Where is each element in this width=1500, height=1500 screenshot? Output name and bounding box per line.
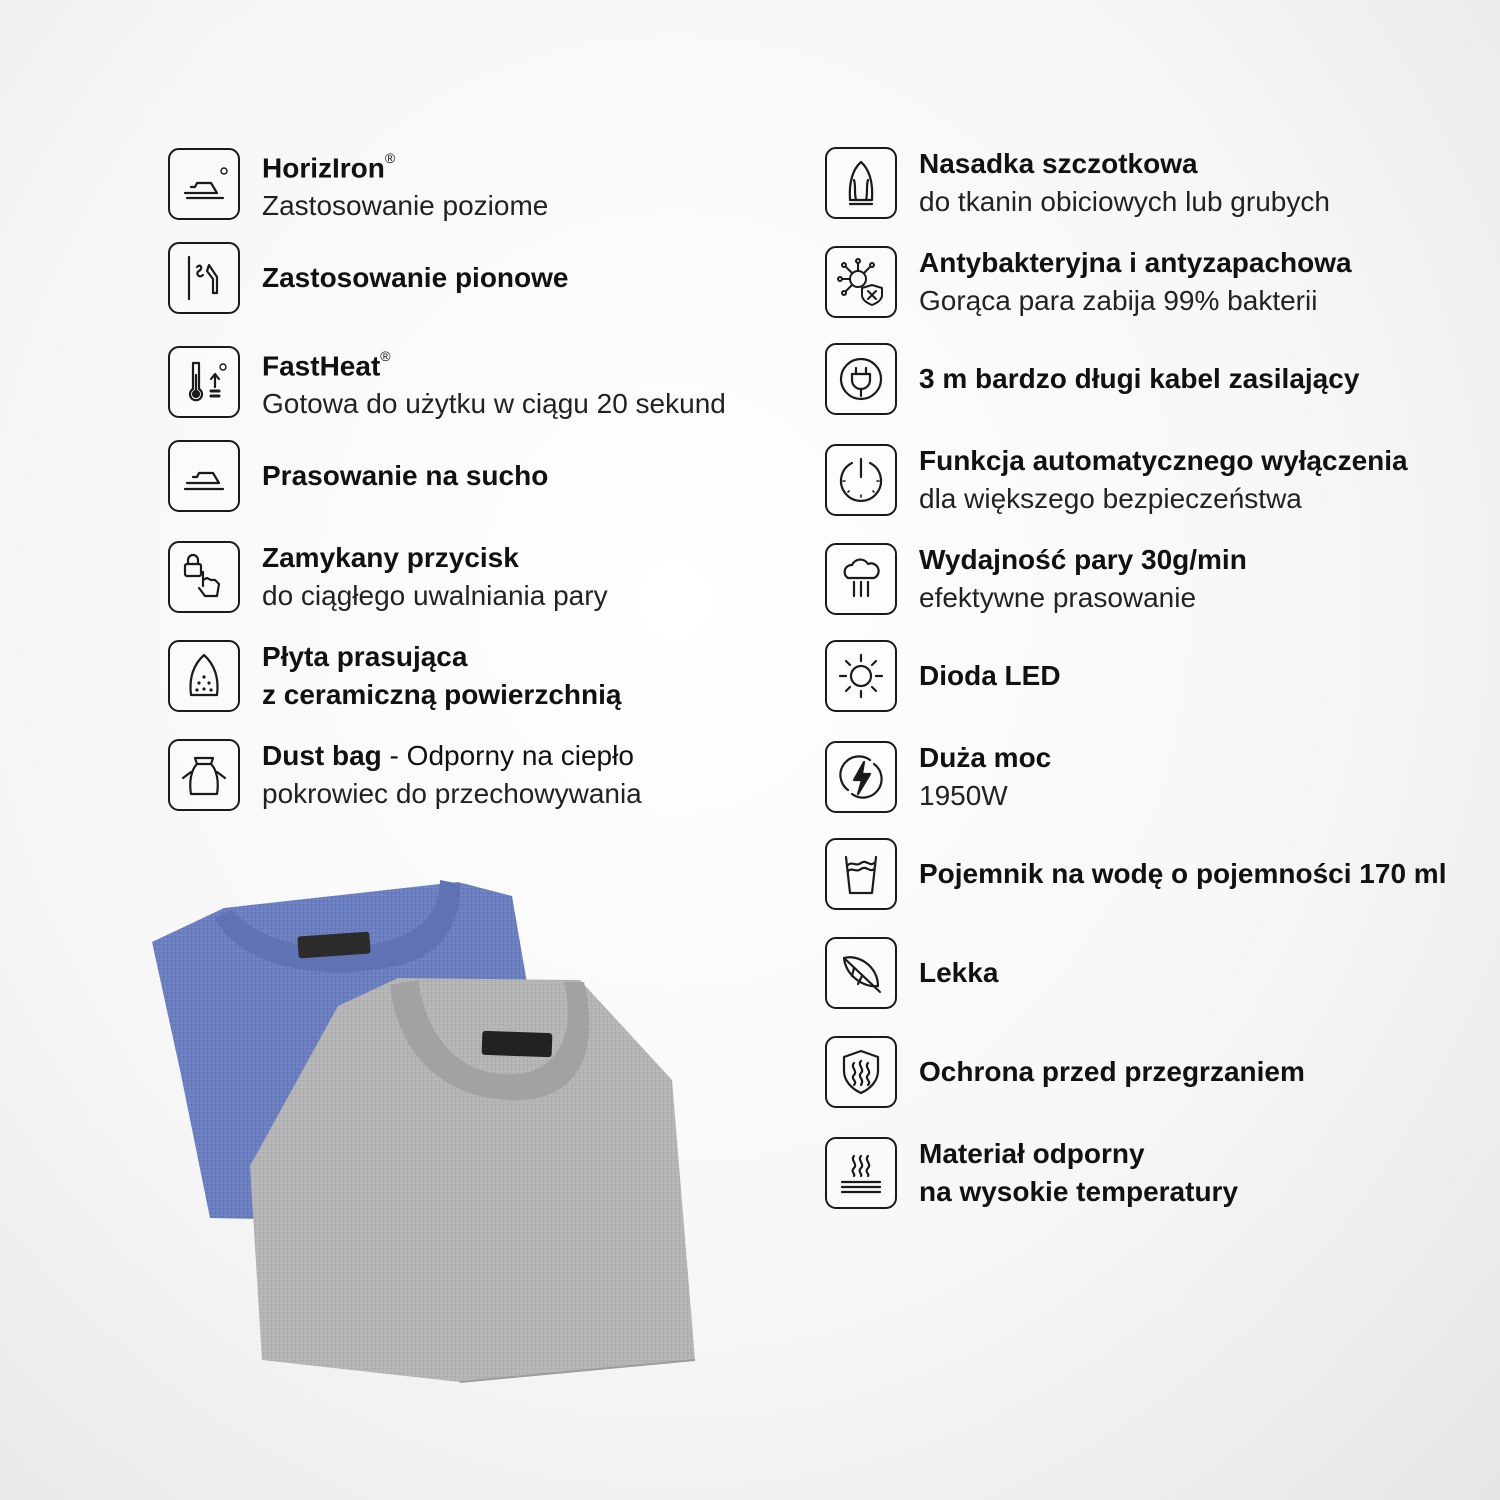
feature-auto-off <box>825 442 1408 518</box>
registered-mark: ® <box>384 150 396 166</box>
feature-overheat <box>825 1036 1305 1108</box>
feature-led <box>825 640 1061 712</box>
feature-subtitle: 1950W <box>919 780 1008 811</box>
feature-title: HorizIron <box>262 152 385 184</box>
dust-bag-icon <box>168 739 240 811</box>
feature-title: Zamykany przycisk <box>262 542 519 573</box>
feature-subtitle: Gotowa do użytku w ciągu 20 sekund <box>262 388 726 420</box>
feature-lock-button <box>168 539 608 615</box>
feature-antibacterial <box>825 244 1352 320</box>
brush-attachment-icon <box>825 147 897 219</box>
feature-light <box>825 937 998 1009</box>
feature-heat-resistant <box>825 1135 1238 1211</box>
horizontal-iron-icon <box>168 148 240 220</box>
feature-subtitle: dla większego bezpieczeństwa <box>919 483 1302 514</box>
feature-subtitle: Gorąca para zabija 99% bakterii <box>919 285 1318 316</box>
feature-title: Dust bag <box>262 740 382 771</box>
power-bolt-icon <box>825 741 897 813</box>
feature-title: Płyta prasująca <box>262 641 468 672</box>
feature-brush <box>825 145 1330 221</box>
feature-subtitle: do tkanin obiciowych lub grubych <box>919 186 1330 217</box>
feather-icon <box>825 937 897 1009</box>
feature-fastheat <box>168 341 726 423</box>
registered-mark: ® <box>380 348 391 364</box>
heat-shield-icon <box>825 1036 897 1108</box>
feature-subtitle: pokrowiec do przechowywania <box>262 778 642 809</box>
feature-dust-bag <box>168 737 642 813</box>
feature-water-tank <box>825 838 1446 910</box>
feature-title: Prasowanie na sucho <box>262 460 549 491</box>
feature-subtitle: do ciągłego uwalniania pary <box>262 580 608 611</box>
steam-output-icon <box>825 543 897 615</box>
feature-subtitle: na wysokie temperatury <box>919 1176 1239 1207</box>
feature-title: 3 m bardzo długi kabel zasilający <box>919 363 1360 394</box>
feature-cable <box>825 343 1359 415</box>
folded-tshirts-image <box>140 870 710 1390</box>
feature-dry-ironing <box>168 440 548 512</box>
feature-power <box>825 739 1051 815</box>
feature-title: Wydajność pary 30g/min <box>919 544 1247 575</box>
feature-title: Materiał odporny <box>919 1138 1145 1169</box>
heat-resistant-icon <box>825 1137 897 1209</box>
feature-title: Nasadka szczotkowa <box>919 148 1198 179</box>
soleplate-icon <box>168 640 240 712</box>
feature-subtitle: z ceramiczną powierzchnią <box>262 679 622 710</box>
auto-off-icon <box>825 444 897 516</box>
feature-title: FastHeat <box>262 350 381 382</box>
thermometer-icon <box>168 346 240 418</box>
feature-subtitle: Zastosowanie poziome <box>262 190 549 222</box>
feature-title: Lekka <box>919 957 999 988</box>
feature-inline-subtitle: - Odporny na ciepło <box>381 740 634 771</box>
feature-horiziron <box>168 143 548 225</box>
dry-iron-icon <box>168 440 240 512</box>
lock-button-icon <box>168 541 240 613</box>
antibacterial-icon <box>825 246 897 318</box>
feature-title: Pojemnik na wodę o pojemności 170 ml <box>919 858 1447 889</box>
feature-title: Dioda LED <box>919 660 1061 691</box>
feature-title: Antybakteryjna i antyzapachowa <box>919 247 1352 278</box>
feature-soleplate <box>168 638 621 714</box>
feature-title: Duża moc <box>919 742 1052 773</box>
led-sun-icon <box>825 640 897 712</box>
feature-subtitle: efektywne prasowanie <box>919 582 1197 613</box>
feature-title: Funkcja automatycznego wyłączenia <box>919 445 1408 476</box>
vertical-steam-icon <box>168 242 240 314</box>
power-cable-icon <box>825 343 897 415</box>
feature-steam-output <box>825 541 1247 617</box>
feature-vertical <box>168 242 568 314</box>
feature-title: Ochrona przed przegrzaniem <box>919 1056 1305 1087</box>
feature-title: Zastosowanie pionowe <box>262 262 569 293</box>
water-tank-icon <box>825 838 897 910</box>
